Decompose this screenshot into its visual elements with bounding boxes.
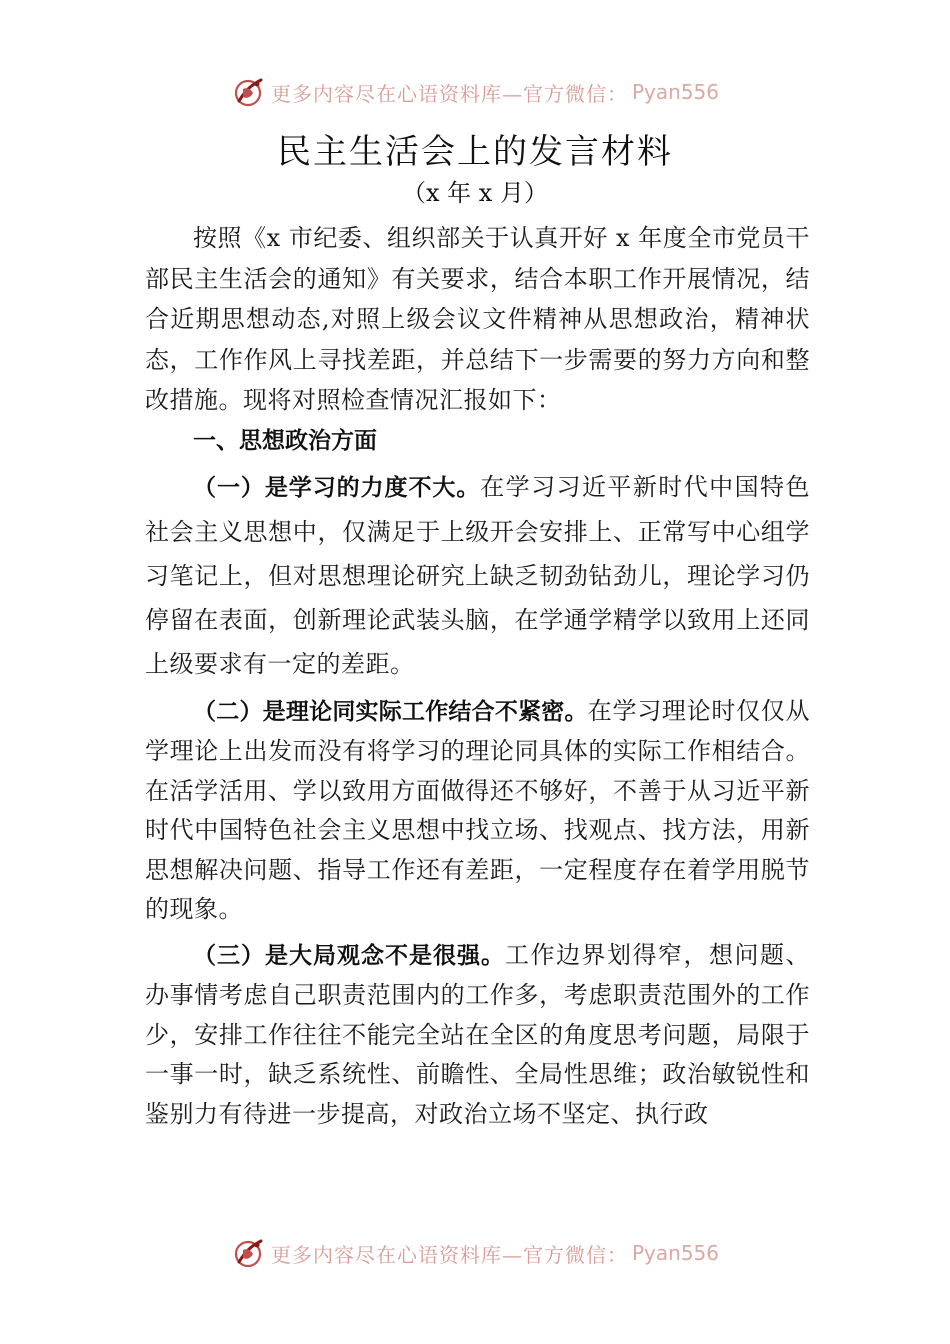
document-date: （x 年 x 月） — [402, 179, 548, 207]
document-title: 民主生活会上的发言材料 — [277, 132, 673, 172]
item-text-3: 工作边界划得窄，想问题、办事情考虑自己职责范围内的工作多，考虑职责范围外的工作少，安排工作往往不能完全站在全区的角度思考问题，局限于一事一时，缺乏系统性、前瞻性、全局性思维；政治敏锐性和鉴别力有待进一步提高，对政治立场不坚定、执行政 — [145, 940, 810, 1128]
watermark-text: 更多内容尽在心语资料库—官方微信： — [270, 1242, 628, 1267]
item-title-1: （一）是学习的力度不大。 — [193, 474, 481, 501]
header-watermark — [0, 72, 950, 112]
watermark-text: 更多内容尽在心语资料库—官方微信： — [270, 81, 628, 106]
item-text-2: 在学习理论时仅仅从学理论上出发而没有将学习的理论同具体的实际工作相结合。在活学活用、学以致用方面做得还不够好，不善于从习近平新时代中国特色社会主义思想中找立场、找观点、找方法，用新思想解决问题、指导工作还有差距，一定程度存在着学用脱节的现象。 — [145, 696, 811, 923]
watermark-logo-icon — [231, 1236, 265, 1270]
section-heading-political: 一、思想政治方面 — [193, 427, 377, 454]
item-paragraph-3 — [145, 936, 810, 1135]
watermark-wechat-id: Pyan556 — [631, 80, 719, 104]
item-paragraph-1 — [145, 465, 810, 686]
document-body — [145, 218, 810, 1134]
item-paragraph-2 — [145, 692, 810, 930]
item-title-2: （二）是理论同实际工作结合不紧密。 — [193, 698, 588, 725]
item-title-3: （三）是大局观念不是很强。 — [193, 942, 505, 969]
watermark-wechat-id: Pyan556 — [631, 1241, 719, 1265]
footer-watermark — [0, 1233, 950, 1273]
watermark-logo-icon — [231, 75, 265, 109]
intro-paragraph: 按照《x 市纪委、组织部关于认真开好 x 年度全市党员干部民主生活会的通知》有关要求，结合本职工作开展情况，结合近期思想动态,对照上级会议文件精神从思想政治，精神状态，工作作风上寻找差距，并总结下一步需要的努力方向和整改措施。现将对照检查情况汇报如下： — [145, 224, 810, 414]
item-text-1: 在学习习近平新时代中国特色社会主义思想中，仅满足于上级开会安排上、正常写中心组学习笔记上，但对思想理论研究上缺乏韧劲钻劲儿，理论学习仍停留在表面，创新理论武装头脑，在学通学精学以致用上还同上级要求有一定的差距。 — [145, 472, 810, 678]
